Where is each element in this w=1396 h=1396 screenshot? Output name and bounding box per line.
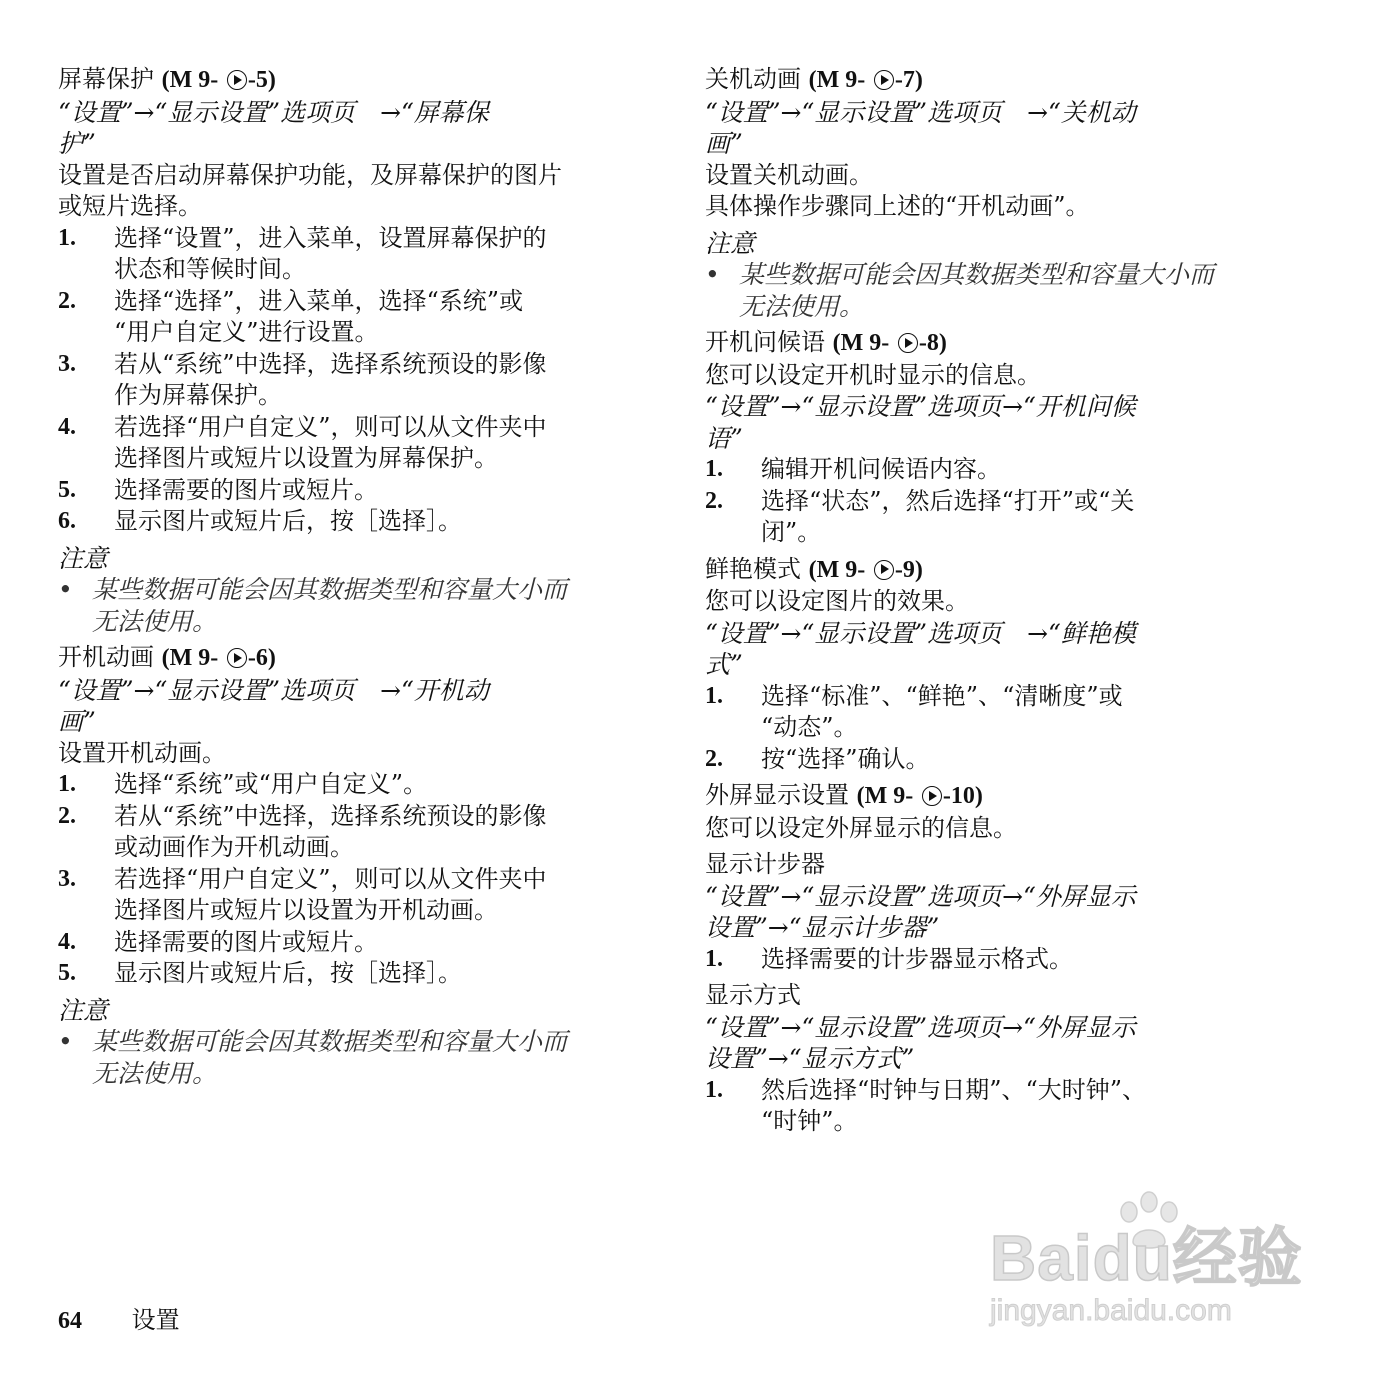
step-text: 选择需要的图片或短片。 [114, 927, 378, 956]
subsection-heading-display-mode: 显示方式 [705, 981, 801, 1009]
step-number: 2. [705, 745, 723, 772]
menu-code-prefix: (M 9- [161, 67, 219, 93]
description-line: 具体操作步骤同上述的“开机动画”。 [705, 192, 1090, 220]
step-text: 选择“标准”、“鲜艳”、“清晰度”或 “动态”。 [761, 681, 1123, 741]
step-text: 选择需要的图片或短片。 [114, 475, 378, 504]
note-title: 注意 [58, 543, 109, 573]
note-text: 某些数据可能会因其数据类型和容量大小而 无法使用。 [92, 575, 568, 636]
step-item [58, 475, 654, 507]
play-icon [874, 560, 894, 580]
step-number: 2. [705, 487, 723, 514]
menu-path [705, 618, 1301, 681]
menu-path [705, 1012, 1301, 1075]
description-line: 设置关机动画。 [705, 160, 873, 189]
step-item [705, 681, 1301, 744]
menu-code-suffix: -10) [942, 783, 983, 809]
step-text: 若选择“用户自定义”，则可以从文件夹中 选择图片或短片以设置为开机动画。 [114, 864, 547, 924]
heading-title: 外屏显示设置 [705, 781, 849, 809]
description-line: 设置开机动画。 [58, 738, 226, 767]
step-text: 若从“系统”中选择，选择系统预设的影像 作为屏幕保护。 [114, 349, 547, 409]
menu-code-suffix: -7) [894, 67, 923, 93]
step-number: 5. [58, 476, 76, 503]
description-line: 设置是否启动屏幕保护功能，及屏幕保护的图片 [58, 160, 562, 189]
step-item [58, 927, 654, 959]
step-number: 5. [58, 960, 76, 986]
step-list [705, 1075, 1301, 1138]
page-footer [58, 1304, 180, 1337]
step-number: 2. [58, 287, 76, 314]
menu-path [705, 97, 1301, 160]
play-icon [922, 786, 942, 806]
menu-code-prefix: (M 9- [832, 330, 890, 356]
description-line: 您可以设定图片的效果。 [705, 587, 969, 615]
step-list [705, 944, 1301, 976]
menu-path-line: “设置”→“显示设置”选项页→“外屏显示 [705, 881, 1136, 911]
heading-title: 屏幕保护 [58, 65, 154, 93]
step-number: 4. [58, 928, 76, 955]
step-number: 3. [58, 865, 76, 892]
step-text: 选择“选择”，进入菜单，选择“系统”或 “用户自定义”进行设置。 [114, 286, 524, 346]
step-number: 6. [58, 508, 76, 534]
menu-path-line: 护” [58, 129, 96, 158]
page-number: 64 [58, 1308, 82, 1334]
menu-path-line: “设置”→“显示设置”选项页 →“关机动 [705, 97, 1136, 127]
note-title: 注意 [705, 228, 756, 258]
step-text: 显示图片或短片后，按［选择］。 [114, 507, 462, 535]
menu-code-prefix: (M 9- [808, 67, 866, 93]
step-text: 若选择“用户自定义”，则可以从文件夹中 选择图片或短片以设置为屏幕保护。 [114, 412, 547, 472]
step-item [705, 486, 1301, 549]
step-number: 1. [705, 456, 723, 482]
step-text: 选择需要的计步器显示格式。 [761, 944, 1073, 973]
menu-path-line: “设置”→“显示设置”选项页 →“鲜艳模 [705, 618, 1136, 648]
menu-path-line: 语” [705, 423, 743, 453]
description-line: 您可以设定开机时显示的信息。 [705, 360, 1041, 389]
baidu-watermark [990, 1190, 1320, 1340]
note-text: 某些数据可能会因其数据类型和容量大小而 无法使用。 [739, 260, 1215, 321]
note-bullet [58, 574, 654, 637]
menu-path-line: “设置”→“显示设置”选项页 →“开机动 [58, 675, 489, 705]
section-heading-external-display [705, 780, 1301, 813]
step-item [58, 769, 654, 801]
step-number: 2. [58, 802, 76, 829]
step-item [58, 412, 654, 475]
step-item [58, 864, 654, 927]
menu-code-suffix: -6) [247, 645, 276, 671]
menu-path-line: 式” [705, 650, 743, 679]
subsection-heading-pedometer: 显示计步器 [705, 850, 825, 878]
menu-path-line: “设置”→“显示设置”选项页 →“屏幕保 [58, 97, 489, 127]
menu-path [705, 881, 1301, 944]
step-list [705, 681, 1301, 776]
menu-path-line: 设置”→“显示计步器” [705, 913, 940, 942]
section-heading-shutdown-animation [705, 64, 1301, 97]
menu-path [58, 675, 654, 738]
bullet-marker: • [58, 1027, 73, 1056]
step-text: 按“选择”确认。 [761, 744, 930, 773]
step-item [705, 944, 1301, 976]
heading-title: 关机动画 [705, 65, 801, 93]
menu-code-suffix: -9) [894, 556, 923, 583]
note-title: 注意 [58, 995, 109, 1025]
footer-section-title: 设置 [131, 1306, 180, 1334]
description-line: 或短片选择。 [58, 192, 202, 220]
section-heading-screen-saver [58, 64, 654, 97]
step-item [58, 223, 654, 286]
step-number: 1. [58, 771, 76, 797]
watermark-brand: Baidu经验 [990, 1222, 1303, 1294]
menu-path [58, 97, 654, 160]
step-item [58, 958, 654, 990]
heading-title: 开机动画 [58, 643, 154, 671]
description [58, 160, 654, 223]
bullet-marker: • [705, 260, 720, 289]
menu-path-line: 画” [705, 129, 743, 158]
step-text: 选择“设置”，进入菜单，设置屏幕保护的 状态和等候时间。 [114, 223, 547, 283]
play-icon [227, 648, 247, 668]
menu-path-line: 画” [58, 707, 96, 736]
menu-code-prefix: (M 9- [161, 645, 219, 671]
step-list [58, 223, 654, 538]
heading-title: 开机问候语 [705, 328, 825, 356]
menu-path-line: “设置”→“显示设置”选项页→“外屏显示 [705, 1012, 1136, 1042]
step-list [58, 769, 654, 990]
play-icon [227, 70, 247, 90]
section-heading-vivid-mode [705, 554, 1301, 587]
step-item [705, 454, 1301, 486]
menu-path [705, 391, 1301, 454]
step-number: 4. [58, 413, 76, 440]
step-text: 然后选择“时钟与日期”、“大时钟”、 “时钟”。 [761, 1075, 1147, 1135]
menu-code-prefix: (M 9- [808, 556, 866, 583]
step-number: 1. [705, 682, 723, 709]
step-item [705, 1075, 1301, 1138]
menu-code-prefix: (M 9- [856, 783, 914, 809]
watermark-url: jingyan.baidu.com [990, 1294, 1232, 1327]
play-icon [898, 333, 918, 353]
step-list [705, 454, 1301, 549]
step-text: 选择“系统”或“用户自定义”。 [114, 770, 428, 798]
description-line: 您可以设定外屏显示的信息。 [705, 813, 1017, 842]
note-text: 某些数据可能会因其数据类型和容量大小而 无法使用。 [92, 1027, 568, 1088]
step-item [58, 801, 654, 864]
bullet-marker: • [58, 575, 73, 604]
step-item [58, 286, 654, 349]
note-bullet [58, 1026, 654, 1089]
step-number: 1. [705, 945, 723, 972]
menu-code-suffix: -8) [918, 330, 947, 356]
step-item [705, 744, 1301, 776]
left-column [58, 64, 654, 1089]
step-number: 1. [58, 224, 76, 251]
heading-title: 鲜艳模式 [705, 554, 801, 583]
step-text: 选择“状态”，然后选择“打开”或“关 闭”。 [761, 486, 1135, 546]
note-bullet [705, 259, 1301, 322]
step-text: 若从“系统”中选择，选择系统预设的影像 或动画作为开机动画。 [114, 801, 547, 861]
step-number: 1. [705, 1076, 723, 1103]
step-number: 3. [58, 350, 76, 377]
step-item [58, 349, 654, 412]
right-column [705, 64, 1301, 1138]
step-item [58, 506, 654, 538]
menu-path-line: “设置”→“显示设置”选项页→“开机问候 [705, 392, 1136, 421]
section-heading-greeting [705, 327, 1301, 360]
play-icon [874, 70, 894, 90]
step-text: 显示图片或短片后，按［选择］。 [114, 959, 462, 987]
section-heading-startup-animation [58, 642, 654, 675]
menu-code-suffix: -5) [247, 67, 276, 93]
menu-path-line: 设置”→“显示方式” [705, 1044, 915, 1073]
step-text: 编辑开机问候语内容。 [761, 455, 1001, 483]
